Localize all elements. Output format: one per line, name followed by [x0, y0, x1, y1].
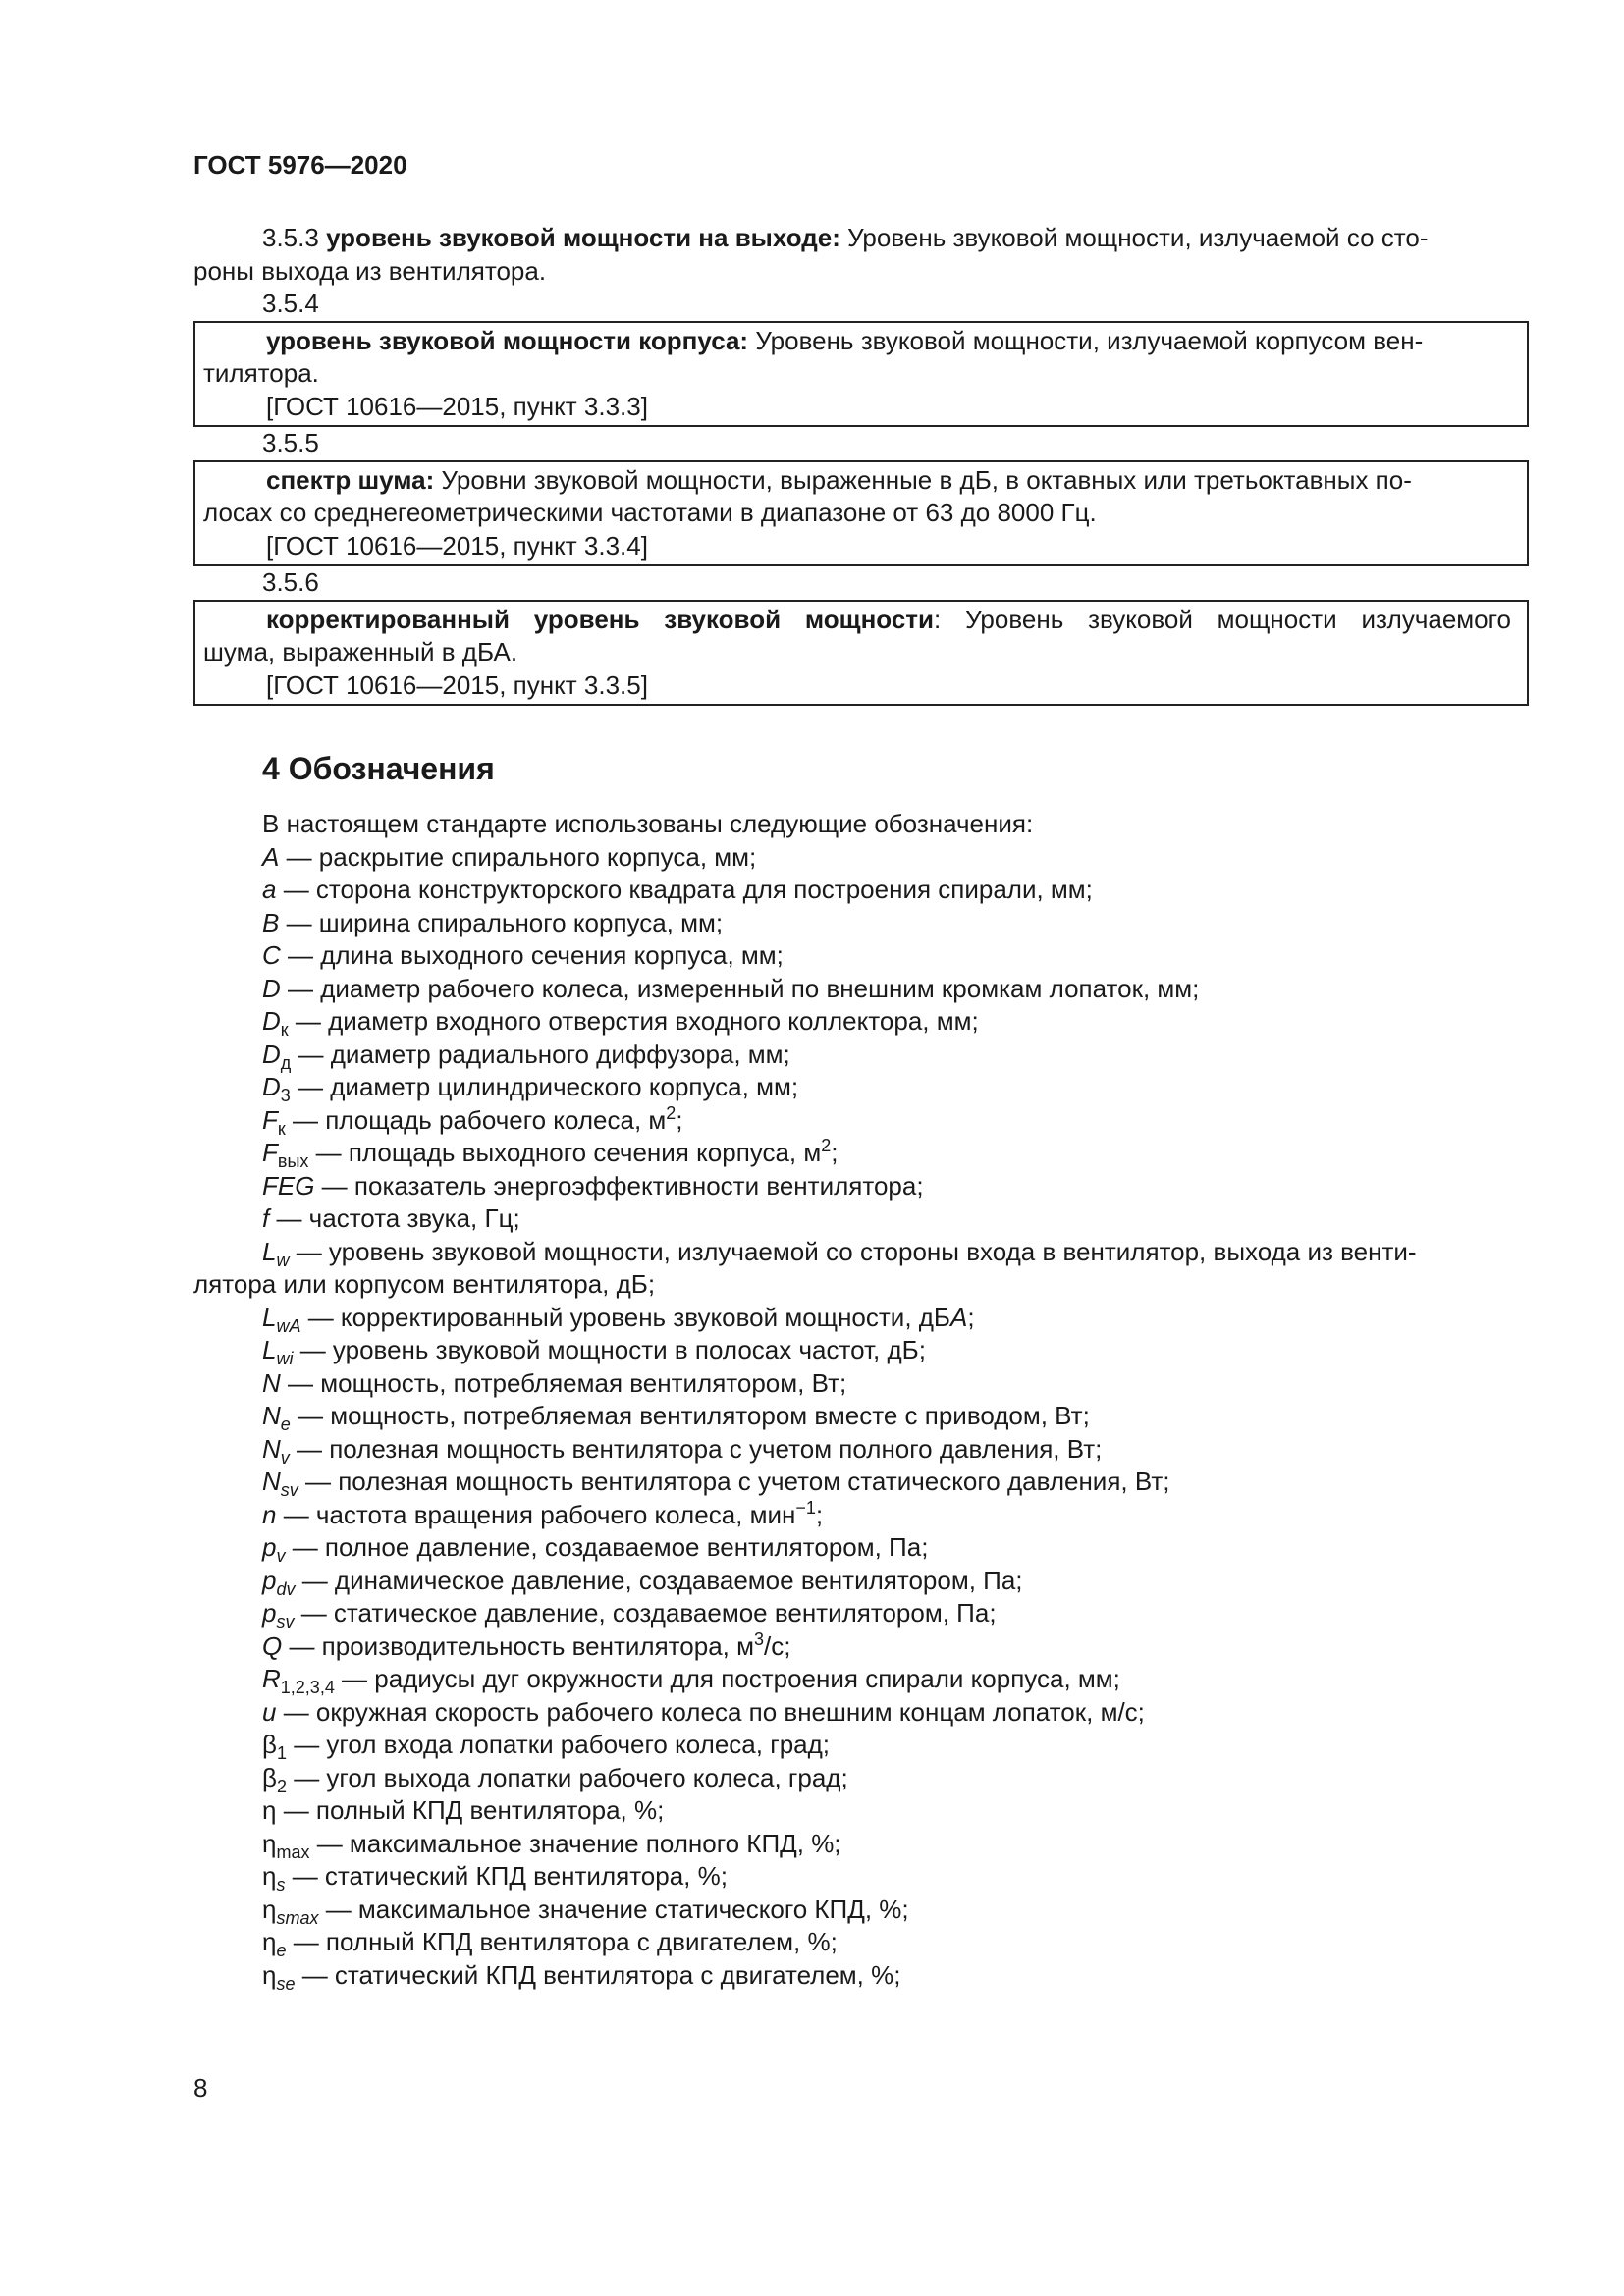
symbol-description: — корректированный уровень звуковой мощности, дБ: [300, 1302, 950, 1332]
symbol-description: — уровень звуковой мощности, излучаемой со стороны входа в вентилятор, выхода из венти-: [289, 1236, 1417, 1266]
symbol-subscript: wi: [276, 1349, 294, 1368]
symbol-superscript: 3: [754, 1629, 765, 1649]
term: спектр шума:: [266, 464, 435, 495]
symbol-tail: ;: [676, 1104, 683, 1135]
symbol-superscript: 2: [821, 1136, 832, 1155]
reference: [ГОСТ 10616—2015, пункт 3.3.4]: [266, 530, 648, 561]
symbol-subscript: se: [276, 1973, 296, 1994]
definition-line: Уровень звуковой мощности, излучаемой со сто-: [839, 223, 1429, 252]
page-header: ГОСТ 5976—2020: [193, 150, 407, 180]
clause-box-3-5-6: [193, 600, 1529, 707]
symbol: L: [262, 1302, 277, 1332]
symbol: D: [262, 1006, 281, 1036]
symbol-item: [193, 1104, 1529, 1138]
symbol: p: [262, 1565, 277, 1595]
symbol-description: — статическое давление, создаваемое вентилятором, Па;: [294, 1598, 997, 1628]
symbol: a: [262, 875, 277, 904]
symbol-description: — максимальное значение полного КПД, %;: [309, 1828, 841, 1858]
symbol: p: [262, 1532, 277, 1562]
symbol-item: [193, 1959, 1529, 1993]
symbol-subscript: smax: [276, 1907, 319, 1928]
symbol-description: — показатель энергоэффективности вентилятора;: [314, 1170, 924, 1201]
symbol-subscript: sv: [280, 1480, 298, 1500]
symbol-item: [193, 973, 1529, 1006]
symbol-description: — диаметр входного отверстия входного коллектора, мм;: [288, 1006, 979, 1036]
symbol-item: [193, 1137, 1529, 1170]
symbol: L: [262, 1236, 277, 1266]
symbol-subscript: v: [276, 1546, 286, 1566]
symbol-description: — полезная мощность вентилятора с учетом статического давления, Вт;: [298, 1467, 1170, 1496]
symbol-item: [193, 1334, 1529, 1367]
clause-number: 3.5.6: [262, 567, 319, 597]
symbol-item: [193, 1170, 1529, 1203]
symbol-description: — диаметр радиального диффузора, мм;: [291, 1039, 790, 1069]
symbol-description: — частота вращения рабочего колеса, мин: [276, 1499, 796, 1529]
symbol: η: [262, 1861, 277, 1891]
symbol: A: [262, 841, 280, 872]
symbol-item: [193, 1466, 1529, 1499]
symbol-description: — раскрытие спирального корпуса, мм;: [279, 841, 757, 872]
reference: [ГОСТ 10616—2015, пункт 3.3.3]: [266, 391, 648, 421]
symbol-item: [193, 1630, 1529, 1664]
symbol-subscript: e: [276, 1941, 287, 1960]
clause-box-3-5-4: [193, 321, 1529, 428]
definition-line: тилятора.: [203, 358, 319, 388]
symbol-tail: ;: [831, 1138, 839, 1167]
symbol-subscript: 3: [280, 1086, 291, 1105]
clause-number: 3.5.5: [262, 428, 319, 457]
symbol-item: [193, 1005, 1529, 1039]
symbol: N: [262, 1433, 281, 1464]
page-number: 8: [193, 2073, 208, 2103]
reference: [ГОСТ 10616—2015, пункт 3.3.5]: [266, 669, 648, 700]
symbol-item: [193, 1926, 1529, 1959]
symbol: N: [262, 1467, 281, 1496]
symbol-item: [193, 1597, 1529, 1630]
section-heading: 4 Обозначения: [262, 751, 495, 786]
symbol: η: [262, 1927, 277, 1956]
symbol: D: [262, 1072, 281, 1101]
definition-line: : Уровень звуковой мощности излучаемого: [934, 604, 1511, 634]
symbol-tail: ;: [815, 1499, 824, 1529]
symbol-subscript: 2: [276, 1776, 287, 1796]
symbol-item: [193, 1531, 1529, 1565]
symbol: F: [262, 1138, 278, 1167]
symbol-description: — полезная мощность вентилятора с учетом полного давления, Вт;: [289, 1433, 1103, 1464]
definition-line: лосах со среднегеометрическими частотами в диапазоне от 63 до 8000 Гц.: [203, 498, 1097, 527]
symbol-subscript: 1,2,3,4: [280, 1678, 335, 1697]
symbol-description: — статический КПД вентилятора, %;: [285, 1861, 728, 1891]
symbol: B: [262, 907, 280, 937]
symbol-item: [193, 1367, 1529, 1401]
symbol-subscript: dv: [276, 1578, 296, 1599]
symbol-description: — площадь рабочего колеса, м: [285, 1104, 667, 1135]
symbol-subscript: v: [280, 1447, 290, 1468]
symbol-item: [193, 1762, 1529, 1795]
symbol-subscript: w: [276, 1250, 290, 1270]
symbol-tail: /с;: [764, 1630, 791, 1661]
symbol-subscript: sv: [276, 1612, 295, 1631]
definition-line: шума, выраженный в дБА.: [203, 637, 518, 667]
symbol-item: [193, 1236, 1529, 1269]
symbol-description: — окружная скорость рабочего колеса по внешним концам лопаток, м/с;: [276, 1696, 1145, 1727]
symbol: p: [262, 1598, 277, 1628]
symbol: η: [262, 1828, 277, 1858]
symbol-description: — динамическое давление, создаваемое вентилятором, Па;: [295, 1565, 1023, 1595]
symbol-tail: ;: [967, 1302, 975, 1332]
symbol-subscript: e: [280, 1415, 291, 1434]
symbol-subscript: к: [280, 1020, 289, 1040]
symbol-description: — уровень звуковой мощности в полосах частот, дБ;: [293, 1335, 926, 1364]
symbol: R: [262, 1664, 281, 1693]
symbol-description: — диаметр цилиндрического корпуса, мм;: [290, 1072, 799, 1101]
symbol: η: [262, 1894, 277, 1924]
clause-number: 3.5.3: [262, 223, 319, 252]
symbol: D: [262, 1039, 281, 1069]
symbol: β: [262, 1730, 277, 1759]
symbol-subscript: д: [280, 1052, 292, 1073]
symbol-item: [193, 1696, 1529, 1730]
symbol-item: [193, 1794, 1529, 1828]
symbol-item: [193, 1400, 1529, 1433]
definition-line: Уровни звуковой мощности, выраженные в дБ, в октавных или третьоктавных по-: [434, 464, 1412, 495]
symbol: η: [262, 1959, 277, 1990]
symbol-subscript: к: [277, 1118, 286, 1139]
symbol: N: [262, 1401, 281, 1430]
symbol-subscript: wA: [276, 1315, 301, 1336]
clause-text: [195, 325, 1511, 358]
symbol: Q: [262, 1630, 283, 1661]
symbol-description: — угол выхода лопатки рабочего колеса, град;: [286, 1762, 848, 1792]
symbol-description: — ширина спирального корпуса, мм;: [279, 907, 724, 937]
symbol-description: — полный КПД вентилятора с двигателем, %;: [286, 1927, 838, 1956]
symbol-item: [193, 1729, 1529, 1762]
symbol-item: [193, 939, 1529, 973]
symbol-description: — полное давление, создаваемое вентилятором, Па;: [285, 1532, 929, 1562]
symbol: η: [262, 1795, 277, 1825]
symbol-description: — максимальное значение статического КПД, %;: [318, 1894, 909, 1924]
symbol-subscript: s: [276, 1875, 286, 1895]
symbol: N: [262, 1367, 281, 1398]
symbol-unit: А: [950, 1302, 968, 1332]
symbol-item: [193, 841, 1529, 875]
clause-box-3-5-5: [193, 460, 1529, 567]
symbol-item: [193, 1071, 1529, 1104]
symbol-item: [193, 1894, 1529, 1927]
term: корректированный уровень звуковой мощности: [266, 604, 935, 634]
clause-text: [195, 464, 1511, 498]
symbol-item: [193, 907, 1529, 940]
symbol-item: [193, 1828, 1529, 1861]
symbol-description: — диаметр рабочего колеса, измеренный по внешним кромкам лопаток, мм;: [280, 973, 1200, 1003]
symbol: n: [262, 1499, 277, 1529]
definition-line: роны выхода из вентилятора.: [193, 255, 547, 286]
symbol-description: — сторона конструкторского квадрата для построения спирали, мм;: [276, 875, 1093, 904]
symbol: D: [262, 973, 281, 1003]
symbol-description: — частота звука, Гц;: [269, 1203, 520, 1233]
symbol-item: [193, 1433, 1529, 1467]
symbol-description: — полный КПД вентилятора, %;: [276, 1795, 665, 1825]
symbol: FEG: [262, 1170, 315, 1201]
symbol-superscript: 2: [666, 1102, 677, 1123]
section-intro: В настоящем стандарте использованы следующие обозначения:: [262, 809, 1034, 838]
clause-number: 3.5.4: [262, 289, 319, 318]
clause-3-5-3: [193, 222, 1529, 255]
symbol-description: — мощность, потребляемая вентилятором вместе с приводом, Вт;: [290, 1401, 1090, 1430]
term: уровень звуковой мощности на выходе:: [326, 223, 840, 252]
symbol: f: [262, 1203, 270, 1233]
symbol-item: [193, 1302, 1529, 1335]
symbol-description: — статический КПД вентилятора с двигателем, %;: [295, 1959, 901, 1990]
document-body: [193, 222, 1529, 1992]
symbol-description: — площадь выходного сечения корпуса, м: [308, 1138, 822, 1167]
symbol: F: [262, 1104, 278, 1135]
symbol-description-continuation: лятора или корпусом вентилятора, дБ;: [193, 1269, 656, 1299]
symbol: L: [262, 1335, 277, 1364]
symbol-superscript: −1: [795, 1497, 816, 1518]
symbol: u: [262, 1696, 277, 1727]
symbol-description: — длина выходного сечения корпуса, мм;: [280, 940, 784, 970]
symbol-item: [193, 1860, 1529, 1894]
symbol: β: [262, 1762, 277, 1792]
symbol-subscript: 1: [276, 1743, 287, 1763]
symbol-description: — угол входа лопатки рабочего колеса, град;: [286, 1730, 831, 1759]
symbol-subscript: max: [276, 1842, 310, 1862]
symbol-item: [193, 1202, 1529, 1236]
symbol-item: [193, 1663, 1529, 1696]
clause-text: [195, 604, 1511, 637]
definition-line: Уровень звуковой мощности, излучаемой корпусом вен-: [748, 325, 1424, 355]
symbol-description: — производительность вентилятора, м: [282, 1630, 754, 1661]
symbol-item: [193, 1499, 1529, 1532]
symbols-list: [193, 841, 1529, 1993]
symbol-description: — радиусы дуг окружности для построения спирали корпуса, мм;: [334, 1664, 1120, 1693]
symbol-description: — мощность, потребляемая вентилятором, Вт;: [280, 1367, 847, 1398]
symbol-item: [193, 1039, 1529, 1072]
symbol-item: [193, 1565, 1529, 1598]
symbol: C: [262, 940, 281, 970]
symbol-item: [193, 874, 1529, 907]
term: уровень звуковой мощности корпуса:: [266, 325, 749, 355]
symbol-subscript: вых: [277, 1151, 309, 1171]
